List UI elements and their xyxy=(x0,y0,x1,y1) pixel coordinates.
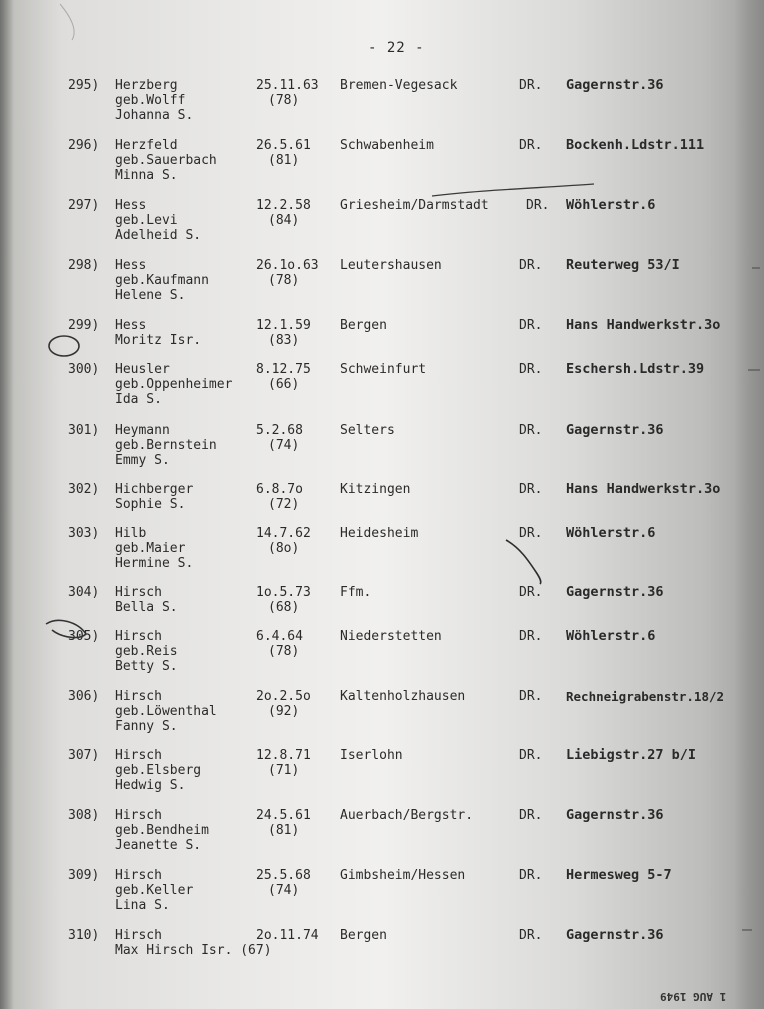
entry-birthdate: 1o.5.73 xyxy=(256,585,311,600)
entry-address: Gagernstr.36 xyxy=(566,77,664,93)
entry-surname: Hirsch xyxy=(115,689,162,704)
entry-birthdate: 26.1o.63 xyxy=(256,258,319,273)
entry-address: Gagernstr.36 xyxy=(566,927,664,943)
entry-dr: DR. xyxy=(519,482,543,497)
entry-name-line2: geb.Elsberg xyxy=(115,763,202,778)
entry-birthplace: Selters xyxy=(340,423,395,438)
entry-address: Gagernstr.36 xyxy=(566,807,664,823)
entry-name-line3: Johanna S. xyxy=(115,108,194,123)
entry-age: (74) xyxy=(268,883,300,898)
entry-number: 301) xyxy=(68,423,100,438)
entry-name-line2: Bella S. xyxy=(115,600,178,615)
entry-number: 307) xyxy=(68,748,100,763)
entry-birthdate: 6.4.64 xyxy=(256,629,303,644)
entry-number: 308) xyxy=(68,808,100,823)
entry-address: Bockenh.Ldstr.111 xyxy=(566,137,705,153)
entry-birthdate: 25.5.68 xyxy=(256,868,311,883)
entry-name-line2: geb.Bendheim xyxy=(115,823,209,838)
entry-address: Wöhlerstr.6 xyxy=(566,525,656,541)
entry-dr: DR. xyxy=(519,689,543,704)
entry-surname: Hess xyxy=(115,318,147,333)
entry-address: Gagernstr.36 xyxy=(566,584,664,600)
entry-age: (78) xyxy=(268,273,300,288)
entry-age: (71) xyxy=(268,763,300,778)
entry-surname: Hess xyxy=(115,258,147,273)
entry-address: Hans Handwerkstr.3o xyxy=(566,317,721,333)
entry-dr: DR. xyxy=(519,808,543,823)
entry-name-line2: geb.Maier xyxy=(115,541,186,556)
entry-number: 299) xyxy=(68,318,100,333)
entry-name-line3: Helene S. xyxy=(115,288,186,303)
page-number: - 22 - xyxy=(368,40,425,56)
entry-name-line2: geb.Kaufmann xyxy=(115,273,209,288)
entry-address: Eschersh.Ldstr.39 xyxy=(566,361,705,377)
entry-birthplace: Kitzingen xyxy=(340,482,411,497)
entry-age: (81) xyxy=(268,823,300,838)
entry-name-line2: Max Hirsch Isr. (67) xyxy=(115,943,272,958)
entry-address: Wöhlerstr.6 xyxy=(566,628,656,644)
entry-dr: DR. xyxy=(519,526,543,541)
entry-number: 298) xyxy=(68,258,100,273)
entry-surname: Hirsch xyxy=(115,868,162,883)
entry-birthplace: Bergen xyxy=(340,928,387,943)
entry-birthplace: Niederstetten xyxy=(340,629,442,644)
entry-age: (83) xyxy=(268,333,300,348)
entry-birthplace: Kaltenholzhausen xyxy=(340,689,466,704)
entry-birthdate: 26.5.61 xyxy=(256,138,311,153)
entry-number: 295) xyxy=(68,78,100,93)
entry-number: 305) xyxy=(68,629,100,644)
entry-name-line3: Minna S. xyxy=(115,168,178,183)
entry-surname: Heymann xyxy=(115,423,170,438)
entry-name-line2: geb.Reis xyxy=(115,644,178,659)
entry-birthplace: Gimbsheim/Hessen xyxy=(340,868,466,883)
entry-surname: Heusler xyxy=(115,362,170,377)
entry-birthdate: 25.11.63 xyxy=(256,78,319,93)
entry-address: Hermesweg 5-7 xyxy=(566,867,672,883)
entry-birthdate: 14.7.62 xyxy=(256,526,311,541)
entry-birthplace: Leutershausen xyxy=(340,258,442,273)
entry-birthdate: 2o.11.74 xyxy=(256,928,319,943)
entry-birthplace: Bergen xyxy=(340,318,387,333)
entry-birthdate: 6.8.7o xyxy=(256,482,303,497)
entry-name-line2: geb.Oppenheimer xyxy=(115,377,233,392)
entry-birthdate: 12.8.71 xyxy=(256,748,311,763)
entry-name-line3: Hermine S. xyxy=(115,556,194,571)
entry-birthplace: Bremen-Vegesack xyxy=(340,78,458,93)
entry-age: (8o) xyxy=(268,541,300,556)
entry-surname: Hirsch xyxy=(115,808,162,823)
entry-dr: DR. xyxy=(519,629,543,644)
entry-age: (68) xyxy=(268,600,300,615)
entry-name-line3: Jeanette S. xyxy=(115,838,202,853)
entry-dr: DR. xyxy=(519,423,543,438)
entry-address: Hans Handwerkstr.3o xyxy=(566,481,721,497)
entry-surname: Hirsch xyxy=(115,629,162,644)
entry-birthplace: Iserlohn xyxy=(340,748,403,763)
entry-name-line3: Fanny S. xyxy=(115,719,178,734)
entry-dr: DR. xyxy=(519,138,543,153)
entry-surname: Hilb xyxy=(115,526,147,541)
entry-age: (84) xyxy=(268,213,300,228)
entry-birthdate: 24.5.61 xyxy=(256,808,311,823)
entry-address: Wöhlerstr.6 xyxy=(566,197,656,213)
entry-birthdate: 12.1.59 xyxy=(256,318,311,333)
entry-dr: DR. xyxy=(519,928,543,943)
entry-surname: Hichberger xyxy=(115,482,194,497)
entry-name-line2: geb.Löwenthal xyxy=(115,704,217,719)
entry-birthdate: 8.12.75 xyxy=(256,362,311,377)
entry-birthplace: Schwabenheim xyxy=(340,138,434,153)
entry-surname: Hirsch xyxy=(115,748,162,763)
entry-number: 296) xyxy=(68,138,100,153)
entry-dr: DR. xyxy=(519,868,543,883)
entry-address: Rechneigrabenstr.18/2 xyxy=(566,689,725,704)
entry-surname: Hirsch xyxy=(115,585,162,600)
entry-dr: DR. xyxy=(519,78,543,93)
entry-name-line2: Moritz Isr. xyxy=(115,333,202,348)
entry-address: Reuterweg 53/I xyxy=(566,257,680,273)
entry-birthdate: 5.2.68 xyxy=(256,423,303,438)
entry-name-line3: Adelheid S. xyxy=(115,228,202,243)
entry-name-line3: Emmy S. xyxy=(115,453,170,468)
entry-birthdate: 2o.2.5o xyxy=(256,689,311,704)
entry-number: 303) xyxy=(68,526,100,541)
entry-birthplace: Schweinfurt xyxy=(340,362,427,377)
entry-birthplace: Ffm. xyxy=(340,585,372,600)
date-stamp: 1 AUG 1949 xyxy=(660,990,727,1003)
entry-name-line3: Betty S. xyxy=(115,659,178,674)
entry-age: (92) xyxy=(268,704,300,719)
entry-age: (66) xyxy=(268,377,300,392)
entry-name-line3: Lina S. xyxy=(115,898,170,913)
entry-surname: Hess xyxy=(115,198,147,213)
entry-birthdate: 12.2.58 xyxy=(256,198,311,213)
entry-surname: Herzberg xyxy=(115,78,178,93)
entry-address: Liebigstr.27 b/I xyxy=(566,747,697,763)
entry-name-line3: Hedwig S. xyxy=(115,778,186,793)
entry-dr: DR. xyxy=(519,318,543,333)
entry-surname: Hirsch xyxy=(115,928,162,943)
entry-name-line2: geb.Levi xyxy=(115,213,178,228)
entry-name-line2: Sophie S. xyxy=(115,497,186,512)
entry-name-line2: geb.Wolff xyxy=(115,93,186,108)
entry-name-line2: geb.Keller xyxy=(115,883,194,898)
entry-number: 297) xyxy=(68,198,100,213)
entry-dr: DR. xyxy=(519,748,543,763)
entry-number: 310) xyxy=(68,928,100,943)
entry-name-line2: geb.Sauerbach xyxy=(115,153,217,168)
entry-number: 302) xyxy=(68,482,100,497)
entry-number: 304) xyxy=(68,585,100,600)
entry-age: (78) xyxy=(268,93,300,108)
entry-dr: DR. xyxy=(519,258,543,273)
entry-dr: DR. xyxy=(526,198,550,213)
entry-address: Gagernstr.36 xyxy=(566,422,664,438)
entry-birthplace: Heidesheim xyxy=(340,526,419,541)
entry-name-line3: Ida S. xyxy=(115,392,162,407)
entry-age: (74) xyxy=(268,438,300,453)
entry-age: (81) xyxy=(268,153,300,168)
entry-surname: Herzfeld xyxy=(115,138,178,153)
entry-age: (72) xyxy=(268,497,300,512)
entry-dr: DR. xyxy=(519,585,543,600)
entry-number: 309) xyxy=(68,868,100,883)
entry-birthplace: Auerbach/Bergstr. xyxy=(340,808,474,823)
entry-birthplace: Griesheim/Darmstadt xyxy=(340,198,489,213)
entry-dr: DR. xyxy=(519,362,543,377)
entry-age: (78) xyxy=(268,644,300,659)
entry-number: 300) xyxy=(68,362,100,377)
entry-name-line2: geb.Bernstein xyxy=(115,438,217,453)
entry-number: 306) xyxy=(68,689,100,704)
